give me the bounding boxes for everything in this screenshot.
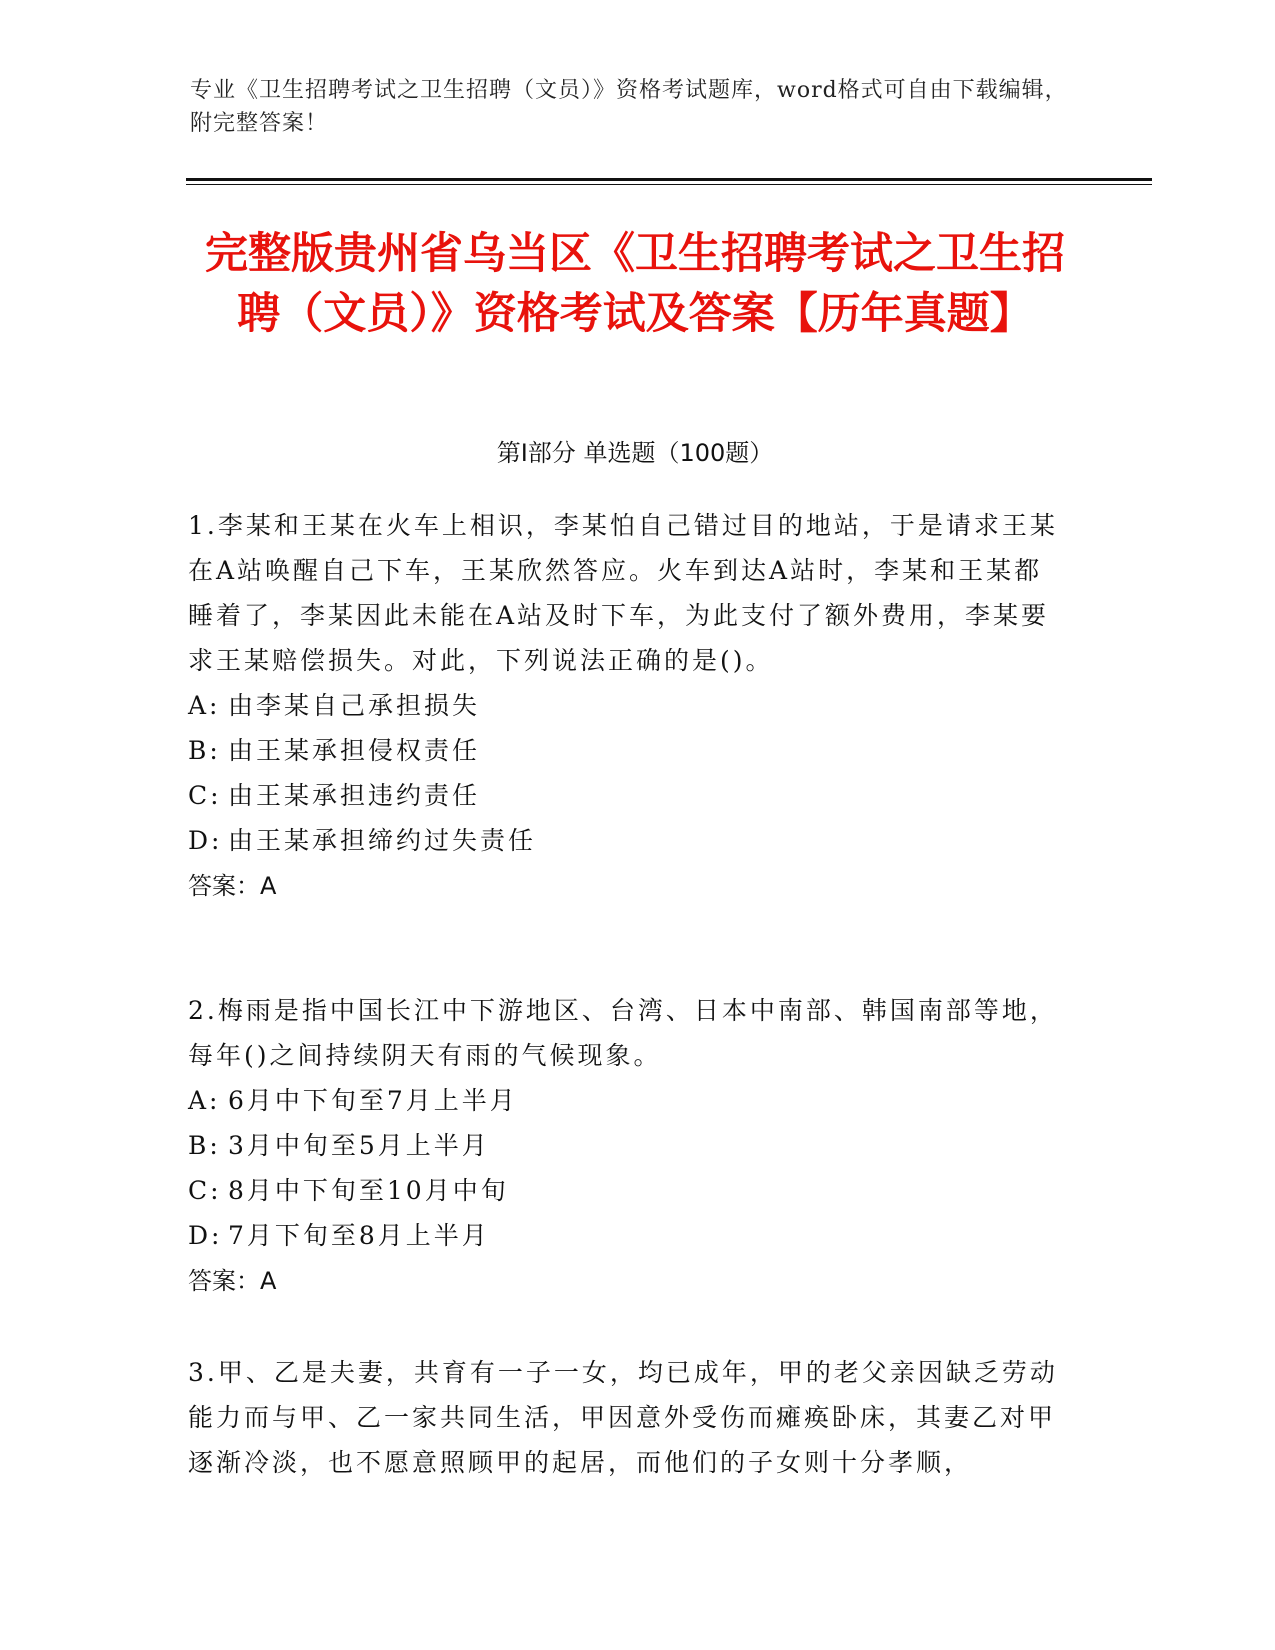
option-c <box>188 1168 1068 1213</box>
option-text: 由王某承担违约责任 <box>228 781 481 810</box>
option-a <box>188 683 1068 728</box>
option-d <box>188 1213 1068 1258</box>
question-1 <box>188 503 1068 909</box>
header-divider-thick <box>186 178 1152 181</box>
header-divider-thin <box>186 184 1152 185</box>
option-text: 由李某自己承担损失 <box>228 691 481 720</box>
option-key: D: <box>188 1221 223 1250</box>
option-text: 8月中下旬至10月中旬 <box>228 1176 509 1205</box>
question-2 <box>188 988 1068 1304</box>
option-key: A: <box>188 691 221 720</box>
document-title: 完整版贵州省乌当区《卫生招聘考试之卫生招聘（文员）》资格考试及答案【历年真题】 <box>205 229 1065 339</box>
option-key: C: <box>188 781 222 810</box>
option-key: A: <box>188 1086 221 1115</box>
option-text: 由王某承担侵权责任 <box>228 736 481 765</box>
option-key: C: <box>188 1176 222 1205</box>
question-stem: 3.甲、乙是夫妻，共育有一子一女，均已成年，甲的老父亲因缺乏劳动能力而与甲、乙一家共同生活，甲因意外受伤而瘫痪卧床，其妻乙对甲逐渐冷淡，也不愿意照顾甲的起居，而他们的子女则十分孝顺， <box>188 1358 1058 1477</box>
option-d <box>188 818 1068 863</box>
option-text: 6月中下旬至7月上半月 <box>228 1086 518 1115</box>
option-b <box>188 1123 1068 1168</box>
option-text: 由王某承担缔约过失责任 <box>228 826 537 855</box>
option-text: 3月中旬至5月上半月 <box>228 1131 490 1160</box>
option-a <box>188 1078 1068 1123</box>
option-key: D: <box>188 826 223 855</box>
header-note: 专业《卫生招聘考试之卫生招聘（文员）》资格考试题库，word格式可自由下载编辑，附完整答案！ <box>190 78 1068 136</box>
answer-line: 答案：A <box>188 1267 277 1295</box>
option-c <box>188 773 1068 818</box>
option-key: B: <box>188 736 221 765</box>
question-stem: 2.梅雨是指中国长江中下游地区、台湾、日本中南部、韩国南部等地，每年()之间持续阴天有雨的气候现象。 <box>188 996 1058 1070</box>
question-stem: 1.李某和王某在火车上相识，李某怕自己错过目的地站，于是请求王某在A站唤醒自己下车，王某欣然答应。火车到达A站时，李某和王某都睡着了，李某因此未能在A站及时下车，为此支付了额外费用，李某要求王某赔偿损失。对此，下列说法正确的是()。 <box>188 511 1058 675</box>
section-heading: 第Ⅰ部分 单选题（100题） <box>496 439 774 467</box>
question-3 <box>188 1350 1068 1485</box>
option-text: 7月下旬至8月上半月 <box>228 1221 490 1250</box>
option-key: B: <box>188 1131 221 1160</box>
option-b <box>188 728 1068 773</box>
answer-line: 答案：A <box>188 872 277 900</box>
